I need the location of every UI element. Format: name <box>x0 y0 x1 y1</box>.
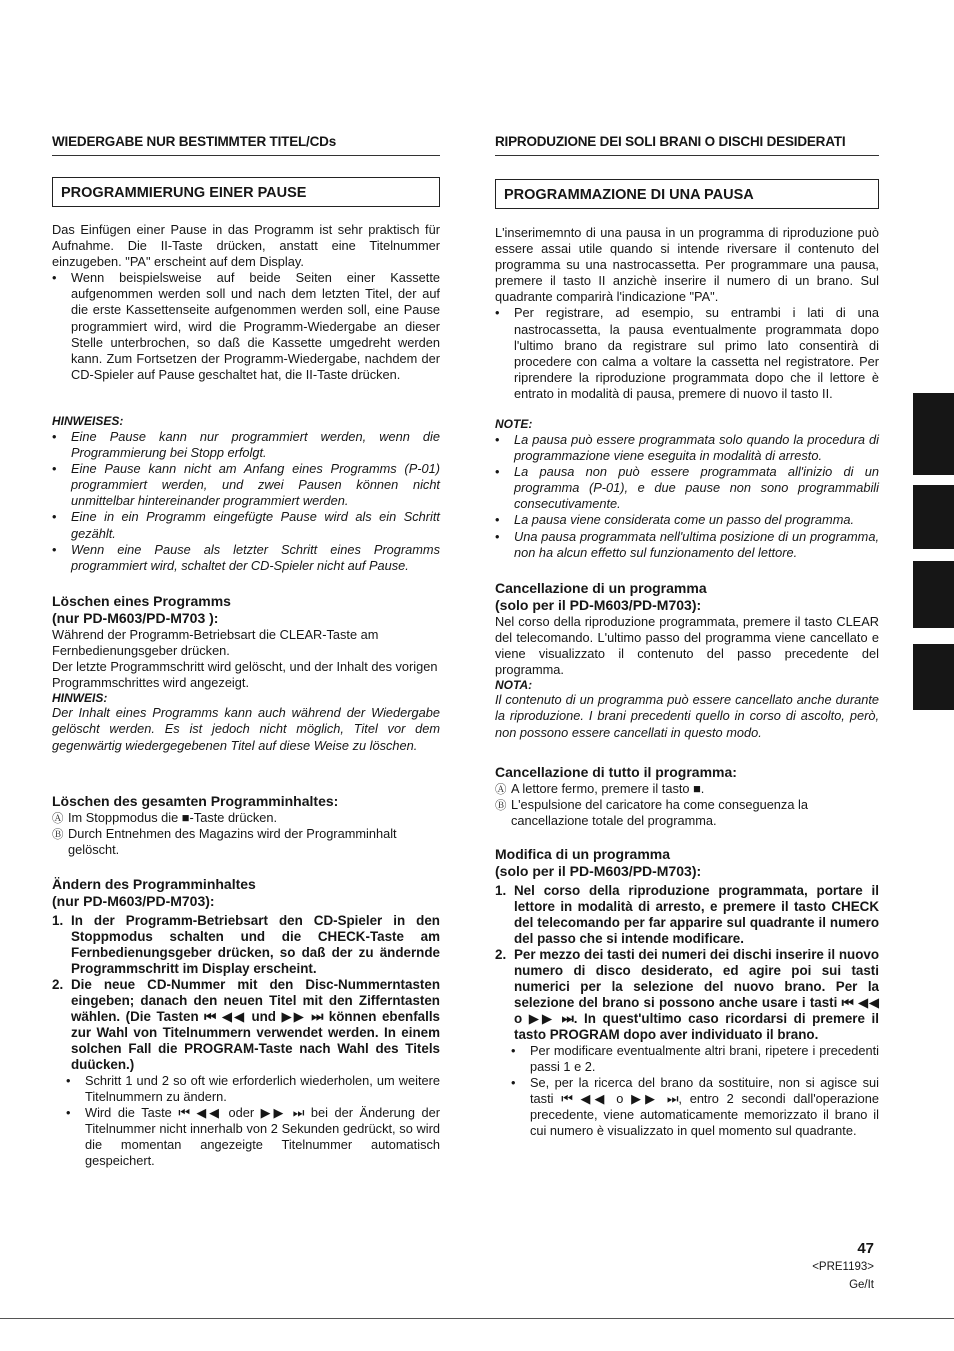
delete-heading-models: (nur PD-M603/PD-M703 ): <box>52 610 219 626</box>
cancel-heading: Cancellazione di un programma <box>495 580 707 596</box>
change-step: 2. Die neue CD-Nummer mit den Disc-Nummerntasten eingeben; danach den neuen Titel mit den Zifferntasten wählen. (Die Tasten ⏮ ◀◀ und ▶▶ ⏭ können ebenfalls zur Wahl von Titelnummern verwendet werden. In einem solchen Fall die PROGRAM-Taste nach Wahl des Titels duücken.) <box>52 977 440 1072</box>
pause-intro <box>52 222 440 383</box>
modify-bullet: • Se, per la ricerca del brano da sostituire, non si agisce sui tasti ⏮ ◀◀ o ▶▶ ⏭, entro 2 secondi dall'operazione precedente, viene automaticamente memorizzato il brano il cui numero è visualizzato in quel momento sul quadrante. <box>511 1075 879 1139</box>
modify-heading: Modifica di un programma <box>495 846 671 862</box>
cancel-text: Nel corso della riproduzione programmata, premere il tasto CLEAR del telecomando. L'ultimo passo del programma viene cancellato e viene visualizzato il contenuto del passo precedente del programma. <box>495 614 879 678</box>
notes-label: HINWEISES: <box>52 414 124 428</box>
note-item: • Eine Pause kann nur programmiert werden, wenn die Programmierung bei Stopp erfolgt. <box>52 429 440 461</box>
notes-block <box>52 414 440 574</box>
change-heading-models: (nur PD-M603/PD-M703): <box>52 893 215 909</box>
delete-note-label: HINWEIS: <box>52 691 108 706</box>
cancel-heading-models: (solo per il PD-M603/PD-M703): <box>495 597 702 613</box>
cancel-note: Il contenuto di un programma può essere cancellato anche durante la riproduzione. I brani precedenti quello in corso di ascolto, però, non possono essere cancellati in questo modo. <box>495 692 879 740</box>
note-item: • Eine in ein Programm eingefügte Pause wird als ein Schritt gezählt. <box>52 509 440 541</box>
note-item: • Wenn eine Pause als letzter Schritt eines Programms programmiert wird, schaltet der CD-Spieler nicht auf Pause. <box>52 542 440 574</box>
change-program-block <box>52 876 440 1170</box>
bottom-rule <box>0 1318 954 1319</box>
modify-heading-models: (solo per il PD-M603/PD-M703): <box>495 863 702 879</box>
section-header: RIPRODUZIONE DEI SOLI BRANI O DISCHI DESIDERATI <box>495 134 879 156</box>
delete-all-block <box>52 793 440 858</box>
note-item: • Una pausa programmata nell'ultima posizione di un programma, non ha alcun effetto sul funzionamento del lettore. <box>495 529 879 561</box>
delete-all-item: Ⓐ Im Stoppmodus die ■-Taste drücken. <box>52 810 440 826</box>
circled-a-icon: Ⓐ <box>495 784 507 796</box>
thumb-tab <box>913 644 954 710</box>
page-number: 47 <box>857 1240 874 1257</box>
notes-block <box>495 417 879 561</box>
cancel-all-item: Ⓑ L'espulsione del caricatore ha come conseguenza la cancellazione totale del programma. <box>495 797 808 829</box>
thumb-tab <box>913 393 954 475</box>
cancel-all-block <box>495 764 879 829</box>
change-bullet: • Schritt 1 und 2 so oft wie erforderlich wiederholen, um weitere Titelnummern zu ändern. <box>66 1073 440 1105</box>
cancel-program-block <box>495 580 879 741</box>
modify-program-block <box>495 846 879 1140</box>
intro-bullet: • Wenn beispielsweise auf beide Seiten einer Kassette aufgenommen werden soll und nach dem letzten Titel, der auf die erste Kassettenseite aufgenommen werden soll, eine Pause programmiert wird, wird die Programm-Wiedergabe an dieser Stelle unterbrochen, so daß die Kassette umgedreht werden kann. Zum Fortsetzen der Programm-Wiedergabe, nachdem der CD-Spieler auf Pause geschaltet hat, die II-Taste drücken. <box>52 270 440 383</box>
delete-heading: Löschen eines Programms <box>52 593 231 609</box>
delete-text: Während der Programm-Betriebsart die CLEAR-Taste am Fernbedienungsgeber drücken. Der letzte Programmschritt wird gelöscht, und der Inhalt des vorigen Programmschrittes wird angezeigt. <box>52 627 438 691</box>
section-title-box: PROGRAMMIERUNG EINER PAUSE <box>52 177 440 207</box>
change-heading: Ändern des Programminhaltes <box>52 876 256 892</box>
note-item: • Eine Pause kann nicht am Anfang eines Programms (P-01) programmiert werden, und zwei Pausen können nicht unmittelbar hintereinander programmiert werden. <box>52 461 440 509</box>
delete-program-block <box>52 593 440 754</box>
delete-all-item: Ⓑ Durch Entnehmen des Magazins wird der Programminhalt gelöscht. <box>52 826 397 858</box>
modify-step: 2. Per mezzo dei tasti dei numeri dei dischi inserire il nuovo numero di disco desiderato, ed agire poi sui tasti numerici per la selezione del nuovo brano. Per la selezione del brano si possono anche usare i tasti ⏮ ◀◀ o ▶▶ ⏭. In quest'ultimo caso ricordarsi di premere il tasto PROGRAM dopo aver individuato il brano. <box>495 947 879 1042</box>
section-header: WIEDERGABE NUR BESTIMMTER TITEL/CDs <box>52 134 440 156</box>
circled-a-icon: Ⓐ <box>52 813 64 825</box>
notes-label: NOTE: <box>495 417 533 431</box>
note-item: • La pausa viene considerata come un passo del programma. <box>495 512 879 528</box>
cancel-all-heading: Cancellazione di tutto il programma: <box>495 764 737 780</box>
language-code: Ge/It <box>849 1279 874 1291</box>
delete-note: Der Inhalt eines Programms kann auch während der Wiedergabe gelöscht werden. Es ist jedoch nicht möglich, Titel vor dem gegenwärtig wiedergegebenen Titel auf diese Weise zu löschen. <box>52 705 440 753</box>
section-title-box: PROGRAMMAZIONE DI UNA PAUSA <box>495 179 879 209</box>
change-step: 1. In der Programm-Betriebsart den CD-Spieler in den Stoppmodus schalten und die CHECK-Taste am Fernbedienungsgeber drücken, so daß der zu ändernde Programmschritt im Display erscheint. <box>52 913 440 976</box>
intro-paragraph: L'inserimemnto di una pausa in un programma di riproduzione può essere assai utile quando si intende riversare il contenuto del programma su una nastrocassetta. Per programmare una pausa, premere il tasto II anzichè inserire il numero di un brano. Sul quadrante comparirà l'indicazione "PA". <box>495 225 879 305</box>
modify-step: 1. Nel corso della riproduzione programmata, portare il lettore in modalità di arresto, e premere il tasto CHECK del telecomando per far apparire sul quadrante il numero del passo che si intende modificare. <box>495 883 879 946</box>
delete-all-heading: Löschen des gesamten Programminhaltes: <box>52 793 339 809</box>
pause-intro <box>495 225 879 402</box>
circled-b-icon: Ⓑ <box>52 829 64 842</box>
modify-bullet: • Per modificare eventualmente altri brani, ripetere i precedenti passi 1 e 2. <box>511 1043 879 1075</box>
circled-b-icon: Ⓑ <box>495 800 507 813</box>
note-item: • La pausa può essere programmata solo quando la procedura di programmazione viene eseguita in modalità di arresto. <box>495 432 879 464</box>
intro-bullet: • Per registrare, ad esempio, su entrambi i lati di una nastrocassetta, la pausa eventualmente programmata dopo l'ultimo brano da registrare sul primo lato consentirà di procedere con calma a voltare la cassetta nel registratore. Per riprendere la riproduzione programmata dopo che il lettore è entrato in modalità di pausa, premere di nuovo il tasto II. <box>495 305 879 402</box>
thumb-tab <box>913 485 954 549</box>
change-bullet: • Wird die Taste ⏮ ◀◀ oder ▶▶ ⏭ bei der Änderung der Titelnummer nicht innerhalb von 2 Sekunden gedrückt, so wird die momentan angezeigte Titelnummer automatisch gespeichert. <box>66 1105 440 1169</box>
cancel-all-item: Ⓐ A lettore fermo, premere il tasto ■. <box>495 781 879 797</box>
note-item: • La pausa non può essere programmata all'inizio di un programma (P-01), e due pause non sono programmabili consecutivamente. <box>495 464 879 512</box>
doc-code: <PRE1193> <box>812 1261 874 1273</box>
cancel-note-label: NOTA: <box>495 678 533 693</box>
thumb-tab <box>913 561 954 628</box>
intro-paragraph: Das Einfügen einer Pause in das Programm ist sehr praktisch für Aufnahme. Die II-Taste drücken, anstatt eine Titelnummer einzugeben. "PA" erscheint auf dem Display. <box>52 222 440 270</box>
